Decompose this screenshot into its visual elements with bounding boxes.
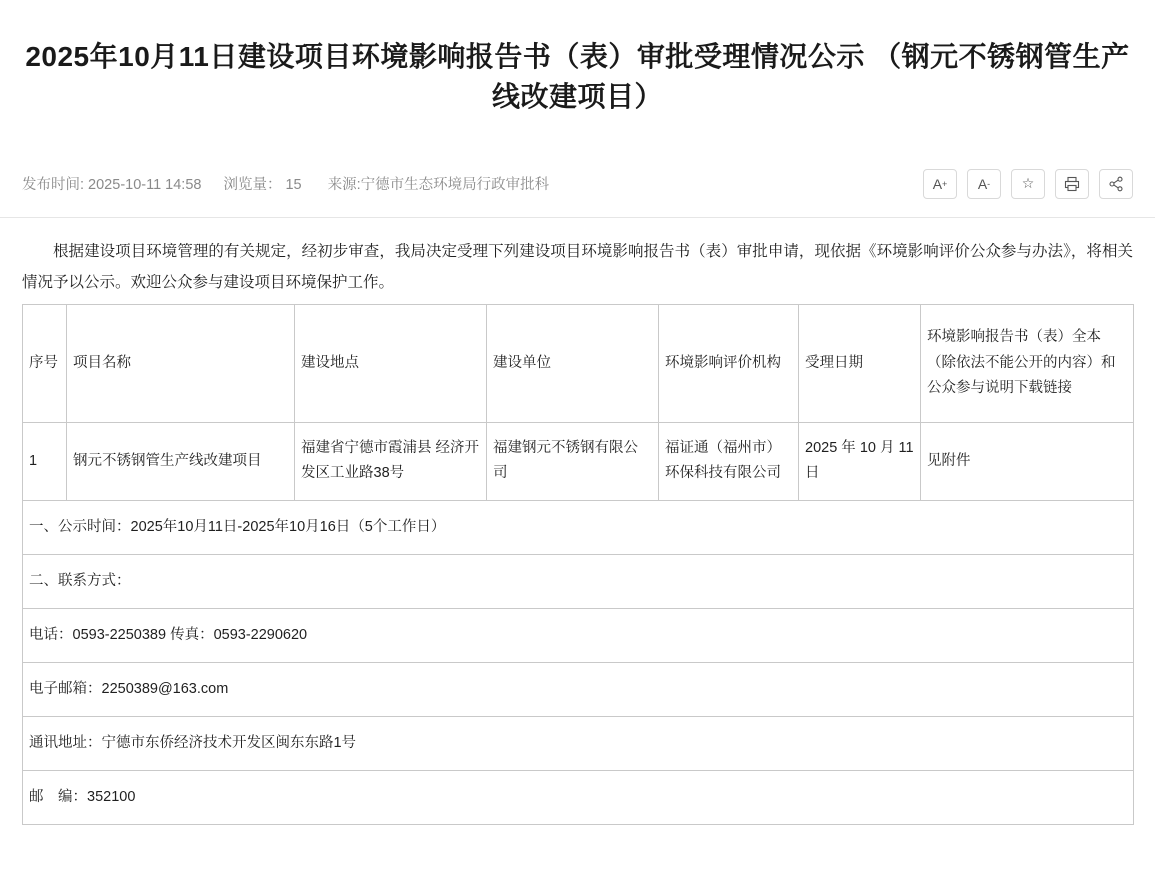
notice-contact-title: 二、联系方式：: [23, 554, 1134, 608]
font-increase-button[interactable]: [923, 169, 957, 199]
header-date: 受理日期: [799, 304, 921, 422]
notice-email: 电子邮箱：2250389@163.com: [23, 662, 1134, 716]
publish-time: 发布时间: 2025-10-11 14:58: [22, 177, 202, 194]
font-decrease-label: A: [977, 175, 988, 192]
header-agency: 环境影响评价机构: [659, 304, 799, 422]
header-unit: 建设单位: [487, 304, 659, 422]
acceptance-table: [22, 304, 1134, 825]
document-page: [0, 19, 1155, 886]
print-button[interactable]: [1055, 169, 1089, 199]
font-increase-sup: +: [942, 178, 948, 189]
table-header: [23, 304, 1134, 422]
header-download: 环境影响报告书（表）全本（除依法不能公开的内容）和公众参与说明下载链接: [921, 304, 1134, 422]
meta-bar: [0, 147, 1155, 218]
intro-paragraph: 根据建设项目环境管理的有关规定，经初步审查，我局决定受理下列建设项目环境影响报告书（表）审批申请，现依据《环境影响评价公众参与办法》，将相关情况予以公示。欢迎公众参与建设项目环境保护工作。: [22, 242, 1133, 291]
toolbar: [923, 169, 1133, 199]
notice-row: [23, 554, 1134, 608]
notice-phone: 电话：0593-2250389 传真：0593-2290620: [23, 608, 1134, 662]
notice-public-period: 一、公示时间：2025年10月11日-2025年10月16日（5个工作日）: [23, 500, 1134, 554]
cell-index: 1: [23, 422, 67, 500]
header-index: 序号: [23, 304, 67, 422]
notice-address: 通讯地址：宁德市东侨经济技术开发区闽东东路1号: [23, 716, 1134, 770]
page-title: 2025年10月11日建设项目环境影响报告书（表）审批受理情况公示 （钢元不锈钢管生产线改建项目）: [25, 40, 1130, 113]
share-icon: [1108, 176, 1124, 192]
star-icon: ☆: [1021, 175, 1035, 192]
font-decrease-sup: -: [987, 178, 991, 189]
cell-download: 见附件: [921, 422, 1134, 500]
cell-location: 福建省宁德市霞浦县 经济开发区工业路38号: [295, 422, 487, 500]
print-icon: [1064, 176, 1080, 192]
view-count: 浏览量： 15: [223, 177, 302, 194]
notice-postcode: 邮 编：352100: [23, 770, 1134, 824]
font-decrease-button[interactable]: [967, 169, 1001, 199]
favorite-button[interactable]: [1011, 169, 1045, 199]
notice-row: [23, 662, 1134, 716]
meta-info: [22, 173, 549, 194]
table-body: [23, 422, 1134, 824]
cell-unit: 福建钢元不锈钢有限公司: [487, 422, 659, 500]
notice-row: [23, 716, 1134, 770]
font-increase-label: A: [932, 175, 943, 192]
header-project-name: 项目名称: [67, 304, 295, 422]
notice-row: [23, 770, 1134, 824]
header-location: 建设地点: [295, 304, 487, 422]
document-content: [0, 218, 1155, 825]
share-button[interactable]: [1099, 169, 1133, 199]
cell-date: 2025 年 10 月 11 日: [799, 422, 921, 500]
notice-row: [23, 608, 1134, 662]
source-label: 来源:宁德市生态环境局行政审批科: [327, 177, 550, 194]
cell-agency: 福证通（福州市）环保科技有限公司: [659, 422, 799, 500]
table-row: [23, 422, 1134, 500]
notice-row: [23, 500, 1134, 554]
cell-project-name: 钢元不锈钢管生产线改建项目: [67, 422, 295, 500]
table-header-row: [23, 304, 1134, 422]
